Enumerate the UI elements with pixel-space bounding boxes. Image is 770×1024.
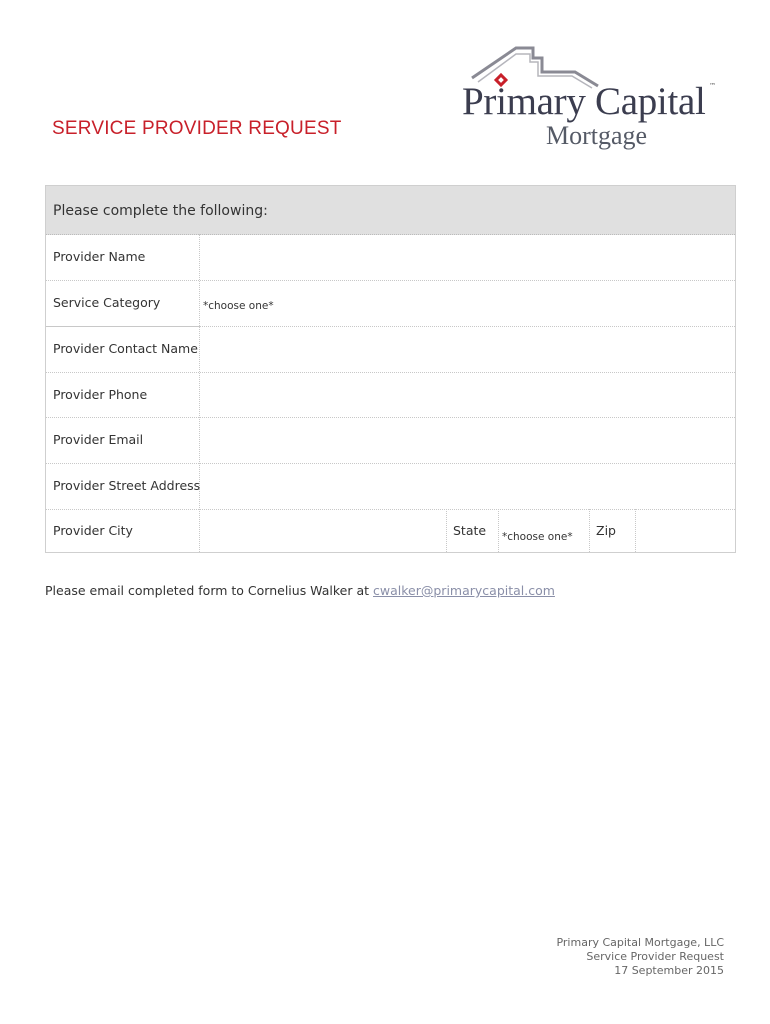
logo-brand-text: Primary Capital bbox=[462, 80, 706, 123]
provider-city-input[interactable] bbox=[200, 509, 446, 552]
form-intro: Please complete the following: bbox=[46, 186, 735, 235]
provider-street-address-label: Provider Street Address bbox=[53, 478, 201, 493]
provider-city-label: Provider City bbox=[53, 523, 133, 538]
provider-phone-input[interactable] bbox=[200, 372, 735, 417]
provider-name-label: Provider Name bbox=[53, 249, 146, 264]
provider-name-input[interactable] bbox=[200, 234, 735, 280]
row-provider-city-state-zip bbox=[46, 509, 735, 552]
footer-doc-title: Service Provider Request bbox=[586, 950, 724, 963]
row-provider-street-address bbox=[46, 463, 735, 510]
company-logo bbox=[458, 42, 728, 154]
provider-email-input[interactable] bbox=[200, 417, 735, 463]
state-label: State bbox=[453, 523, 487, 538]
logo-trademark: ™ bbox=[709, 82, 716, 90]
footer-company: Primary Capital Mortgage, LLC bbox=[556, 936, 724, 949]
service-category-label: Service Category bbox=[53, 295, 161, 310]
row-provider-phone bbox=[46, 372, 735, 418]
state-value: *choose one* bbox=[502, 531, 573, 543]
page-title: SERVICE PROVIDER REQUEST bbox=[52, 118, 342, 139]
label-divider bbox=[46, 326, 200, 327]
row-provider-name bbox=[46, 234, 735, 281]
state-select[interactable] bbox=[499, 509, 589, 552]
zip-label: Zip bbox=[596, 523, 616, 538]
zip-divider bbox=[589, 509, 590, 552]
zip-input[interactable] bbox=[636, 509, 735, 552]
provider-phone-label: Provider Phone bbox=[53, 387, 148, 402]
provider-email-label: Provider Email bbox=[53, 432, 144, 447]
submission-note bbox=[45, 583, 555, 598]
provider-contact-name-label: Provider Contact Name bbox=[53, 341, 198, 356]
state-divider bbox=[446, 509, 447, 552]
email-link[interactable]: cwalker@primarycapital.com bbox=[373, 583, 555, 598]
row-provider-email bbox=[46, 417, 735, 464]
service-category-value: *choose one* bbox=[203, 300, 274, 312]
footer-date: 17 September 2015 bbox=[614, 964, 724, 977]
service-provider-form bbox=[45, 185, 736, 553]
provider-street-address-input[interactable] bbox=[200, 463, 735, 509]
logo-sub-text: Mortgage bbox=[546, 121, 648, 150]
page-footer bbox=[556, 936, 724, 978]
submission-note-text: Please email completed form to Cornelius Walker at bbox=[45, 583, 374, 598]
row-provider-contact-name bbox=[46, 326, 735, 373]
